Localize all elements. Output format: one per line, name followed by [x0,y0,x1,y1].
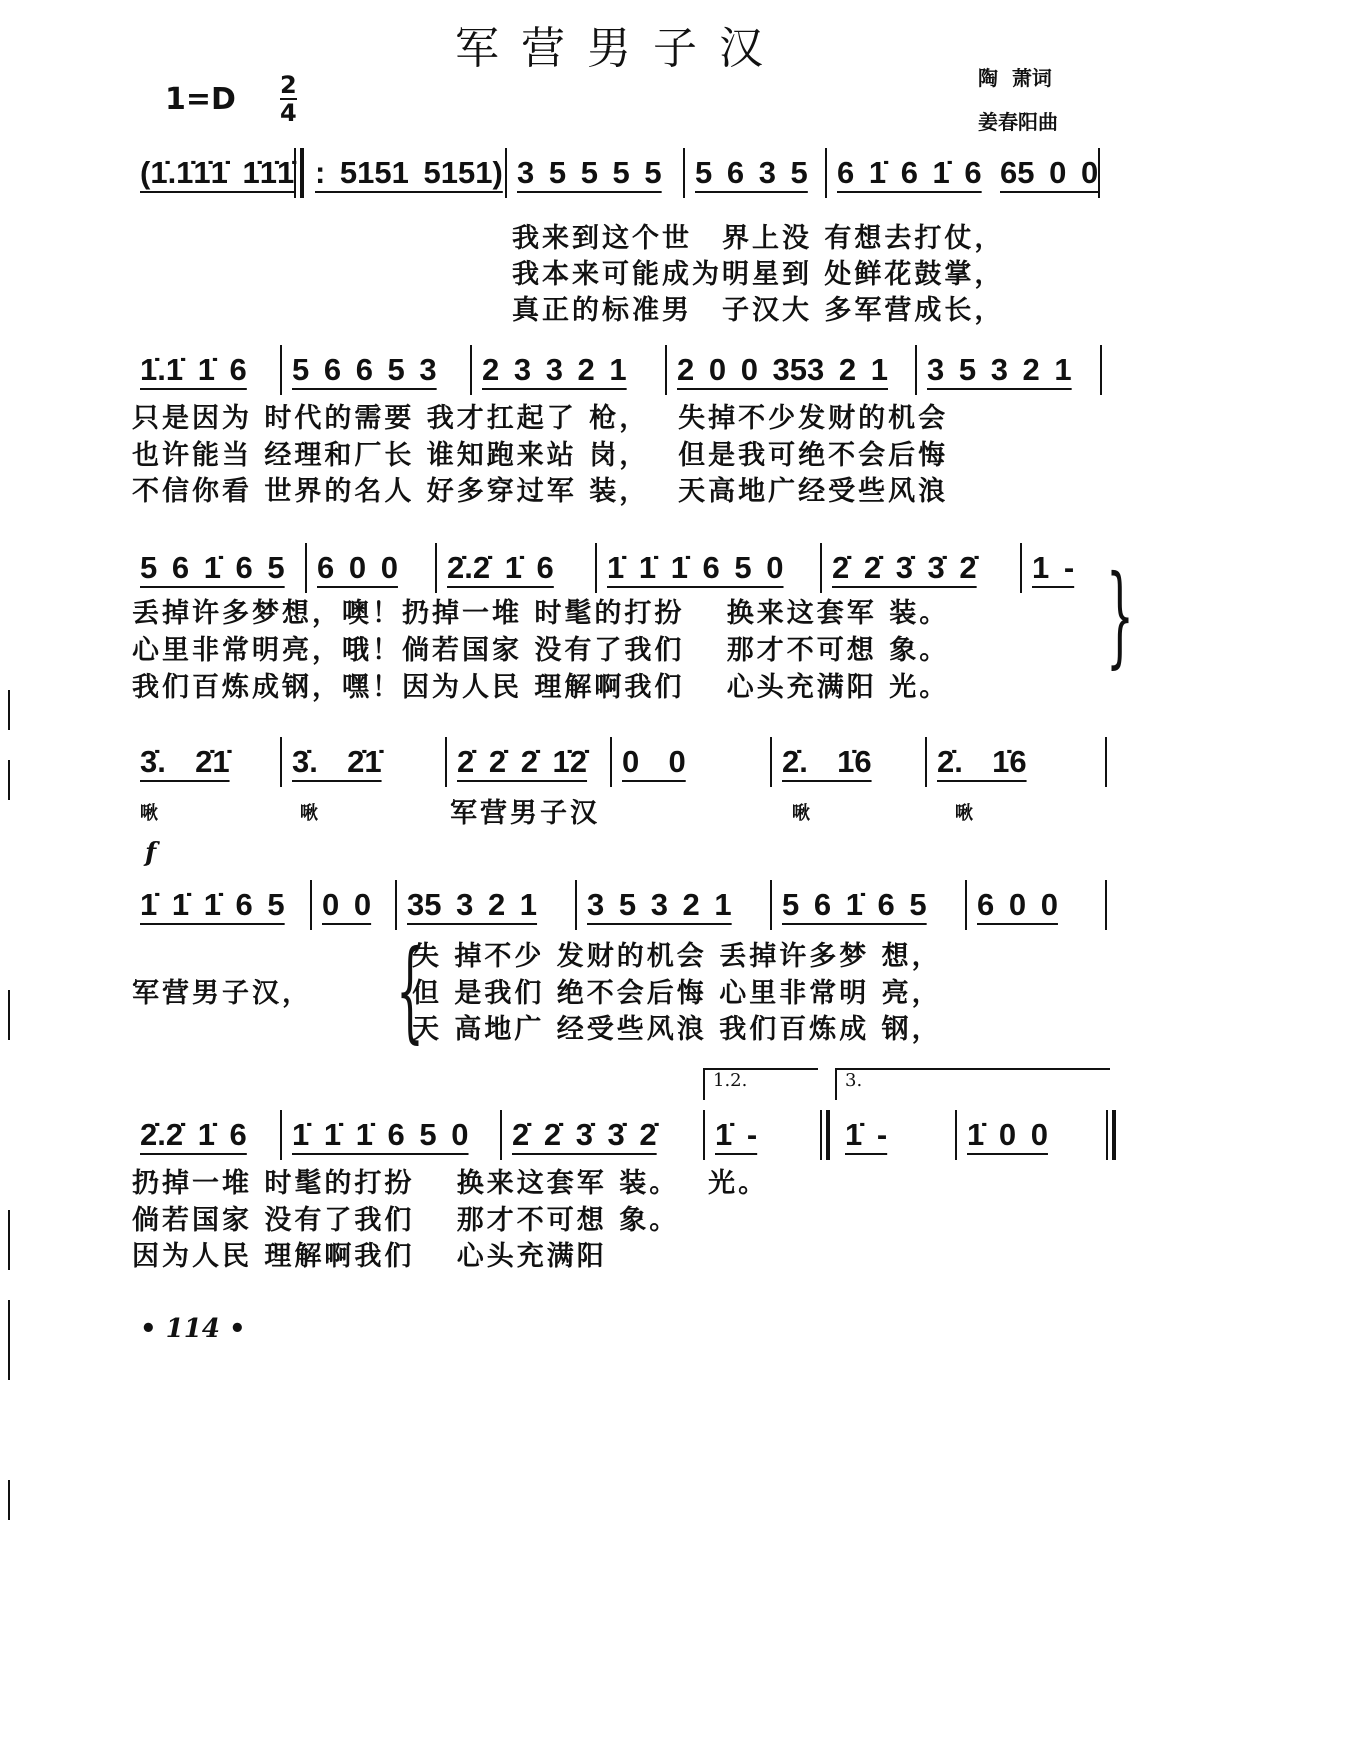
song-title: 军营男子汉 [455,23,785,74]
time-signature-bottom: 4 [280,99,297,127]
margin-mark [8,760,10,800]
margin-mark [8,690,10,730]
dynamic-forte: f [145,838,157,868]
measure: 2̇ 2̇ 2̇ 1̇2̇ [445,737,610,787]
lyric-line: 丢掉许多梦想，噢！扔掉一堆 时髦的打扮 换来这套军 装。 [132,598,950,629]
margin-mark [8,1480,10,1520]
margin-mark [8,990,10,1040]
composer-credit: 姜春阳曲 [978,110,1058,134]
measure: 2̇ 2̇ 3̇ 3̇ 2̇ [500,1110,703,1160]
measure: 6 0 0 [305,543,435,593]
lyric-line: 真正的标准男 子汉大 多军营成长， [512,295,1005,326]
measure: 1̇ - [703,1110,820,1160]
final-barline [1106,1110,1116,1160]
lyric-syllable: 啾 [300,803,321,824]
measure: 6 0 0 [965,880,1105,930]
measure: 5 6 6 5 3 [280,345,470,395]
measure: 2̇. 1̇6 [925,737,1105,787]
measure: 1̇ 0 0 [955,1110,1106,1160]
measure: 2̇. 1̇6 [770,737,925,787]
repeat-barline [294,148,304,198]
measure: 1̇ - [845,1117,888,1152]
lyric-line: 失 掉不少 发财的机会 丢掉许多梦 想， [412,941,942,972]
measure: 1̇ 1̇ 1̇ 6 5 0 [595,543,820,593]
barline [1105,880,1107,930]
lyric-line: 因为人民 理解啊我们 心头充满阳 [132,1241,607,1272]
lyric-line: 也许能当 经理和厂长 谁知跑来站 岗， 但是我可绝不会后悔 [132,440,949,471]
volta-third-ending: 3. [835,1068,1110,1100]
measure: (1̇.1̇1̇1̇ 1̇1̇1̇ [140,155,295,190]
key-signature: 1=D [165,82,236,117]
measure: 5 6 3 5 [683,148,825,198]
measure: 0 0 [610,737,770,787]
measure: 3 5 3 2 1 [915,345,1100,395]
measure: 35 3 2 1 [395,880,575,930]
measure: : 5151 5151) [315,155,503,190]
measure: 2 0 0 353 2 1 [665,345,915,395]
brace: } [1106,551,1134,679]
measure: 2̇.2̇ 1̇ 6 [435,543,595,593]
lyric-line: 我们百炼成钢，嘿！因为人民 理解啊我们 心头充满阳 光。 [132,672,950,703]
measure: 5 6 1̇ 6 5 [140,550,285,585]
time-signature-top: 2 [280,71,297,99]
lyric-line: 军营男子汉， [132,978,312,1009]
measure: 0 0 [310,880,395,930]
barline [1098,148,1100,198]
lyric-syllable: 啾 [955,803,976,824]
measure: 3 5 5 5 5 [505,148,683,198]
margin-mark [8,1210,10,1270]
lyric-syllable: 啾 [140,803,161,824]
lyric-line: 只是因为 时代的需要 我才扛起了 枪， 失掉不少发财的机会 [132,403,949,434]
measure: 6 1̇ 6 1̇ 6 [825,148,990,198]
lyric-line: 心里非常明亮，哦！倘若国家 没有了我们 那才不可想 象。 [132,635,950,666]
volta-first-ending: 1.2. [703,1068,818,1100]
measure: 65 0 0 [1000,155,1099,190]
measure: 1̇.1̇ 1̇ 6 [140,352,247,387]
measure: 3̇. 2̇1̇ [140,744,230,779]
measure: 5 6 1̇ 6 5 [770,880,965,930]
lyricist-credit: 陶 萧词 [978,66,1052,90]
lyric-line: 我来到这个世 界上没 有想去打仗， [512,223,1005,254]
measure: 3 5 3 2 1 [575,880,770,930]
time-signature [280,72,297,126]
lyric-line: 扔掉一堆 时髦的打扮 换来这套军 装。 光。 [132,1168,769,1199]
measure: 2̇.2̇ 1̇ 6 [140,1117,247,1152]
measure: 2̇ 2̇ 3̇ 3̇ 2̇ [820,543,1020,593]
measure: 2 3 3 2 1 [470,345,665,395]
brace: { [396,926,424,1054]
barline [1100,345,1102,395]
lyric-line: 天 高地广 经受些风浪 我们百炼成 钢， [412,1014,942,1045]
page-number: • 114 • [140,1314,246,1344]
lyric-line: 但 是我们 绝不会后悔 心里非常明 亮， [412,978,942,1009]
measure: 3̇. 2̇1̇ [280,737,445,787]
lyric-line: 我本来可能成为明星到 处鲜花鼓掌， [512,259,1005,290]
measure: 1̇ 1̇ 1̇ 6 5 0 [280,1110,500,1160]
barline [1105,737,1107,787]
measure: 1̇ 1̇ 1̇ 6 5 [140,887,285,922]
lyric-syllable: 啾 [792,803,813,824]
measure: 1 - [1020,543,1100,593]
margin-mark [8,1300,10,1380]
lyric-line: 军营男子汉 [450,798,600,829]
lyric-line: 倘若国家 没有了我们 那才不可想 象。 [132,1205,680,1236]
lyric-line: 不信你看 世界的名人 好多穿过军 装， 天高地广经受些风浪 [132,476,949,507]
repeat-end-barline [820,1110,830,1160]
